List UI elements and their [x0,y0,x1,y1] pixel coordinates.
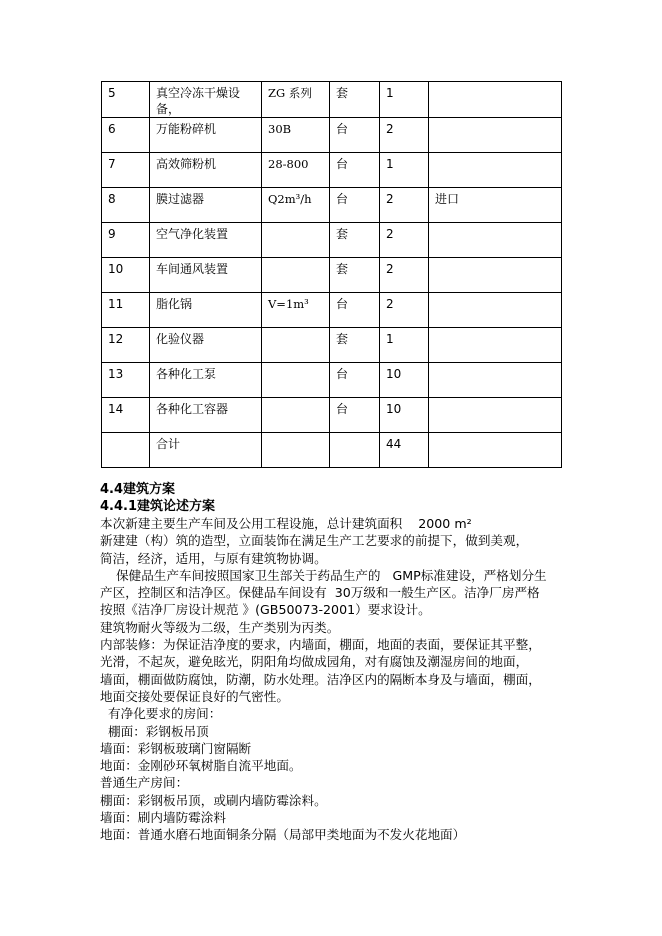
cell-spec [262,258,330,293]
cell-quantity: 1 [380,82,429,118]
table-row [102,153,562,188]
cell-spec [262,223,330,258]
table-row [102,188,562,223]
cell-unit: 台 [330,188,380,223]
paragraph-line: 普通生产房间： [100,775,189,791]
section-heading: 4.4建筑方案 [100,482,176,497]
cell-note [429,328,562,363]
cell-number: 13 [102,363,150,398]
cell-number [102,433,150,468]
cell-spec [262,433,330,468]
cell-unit: 套 [330,223,380,258]
cell-quantity: 2 [380,223,429,258]
paragraph-line: 墙面，棚面做防腐蚀，防潮，防水处理。洁净区内的隔断本身及与墙面，棚面， [100,671,541,687]
cell-note [429,398,562,433]
paragraph-line: 墙面：彩钢板玻璃门窗隔断 [100,740,252,756]
cell-quantity: 1 [380,328,429,363]
cell-quantity: 2 [380,258,429,293]
paragraph-line: 地面交接处要保证良好的气密性。 [100,688,289,704]
cell-spec: 30B [262,118,330,153]
cell-unit: 台 [330,118,380,153]
table-row [102,118,562,153]
cell-number: 11 [102,293,150,328]
paragraph-line: 棚面：彩钢板吊顶 [100,723,209,739]
cell-spec [262,398,330,433]
cell-quantity: 1 [380,153,429,188]
cell-note [429,293,562,328]
paragraph-line: 有净化要求的房间： [100,706,222,722]
table-row [102,293,562,328]
table-row [102,223,562,258]
cell-note [429,363,562,398]
cell-unit: 套 [330,328,380,363]
paragraph-line: 产区，控制区和洁净区。保健品车间设有 30万级和一般生产区。洁净厂房严格 [100,585,540,601]
cell-number: 7 [102,153,150,188]
cell-name: 膜过滤器 [150,188,262,223]
paragraph-line: 建筑物耐火等级为二级，生产类别为丙类。 [100,619,340,635]
cell-name: 车间通风装置 [150,258,262,293]
cell-unit: 套 [330,82,380,118]
equipment-table [101,81,562,468]
cell-note [429,118,562,153]
cell-quantity: 44 [380,433,429,468]
cell-note [429,258,562,293]
cell-note [429,433,562,468]
paragraph-line: 地面：普通水磨石地面铜条分隔（局部甲类地面为不发火花地面） [100,827,466,843]
cell-name: 合计 [150,433,262,468]
cell-quantity: 2 [380,118,429,153]
cell-note: 进口 [429,188,562,223]
cell-spec: 28-800 [262,153,330,188]
paragraph-line: 本次新建主要生产车间及公用工程设施，总计建筑面积 2000 m² [100,516,472,531]
cell-spec: Q2m³/h [262,188,330,223]
cell-number: 12 [102,328,150,363]
paragraph-line: 简洁，经济，适用，与原有建筑物协调。 [100,550,327,566]
cell-unit: 台 [330,398,380,433]
paragraph-line: 按照《洁净厂房设计规范 》(GB50073-2001）要求设计。 [100,602,431,618]
table-row [102,82,562,118]
cell-number: 5 [102,82,150,118]
cell-name: 高效筛粉机 [150,153,262,188]
cell-number: 6 [102,118,150,153]
table-row [102,328,562,363]
body-text [100,515,580,844]
subsection-heading: 4.4.1建筑论述方案 [100,499,216,514]
paragraph-line: 新建建（构）筑的造型，立面装饰在满足生产工艺要求的前提下，做到美观， [100,533,529,549]
paragraph-line: 保健品生产车间按照国家卫生部关于药品生产的 GMP标准建设，严格划分生 [100,567,547,583]
cell-quantity: 2 [380,293,429,328]
table-row [102,258,562,293]
cell-number: 10 [102,258,150,293]
cell-note [429,153,562,188]
paragraph-line: 内部装修：为保证洁净度的要求，内墙面，棚面，地面的表面，要保证其平整， [100,637,541,653]
cell-name: 空气净化装置 [150,223,262,258]
cell-name: 脂化锅 [150,293,262,328]
cell-note [429,82,562,118]
cell-name: 真空冷冻干燥设备， [150,82,262,118]
cell-unit: 套 [330,258,380,293]
paragraph-line: 棚面：彩钢板吊顶，或刷内墙防霉涂料。 [100,792,327,808]
cell-number: 8 [102,188,150,223]
cell-spec [262,328,330,363]
table-row [102,433,562,468]
paragraph-line: 光滑，不起灰，避免眩光，阴阳角均做成园角，对有腐蚀及潮湿房间的地面， [100,654,529,670]
cell-name: 万能粉碎机 [150,118,262,153]
cell-unit [330,433,380,468]
cell-name: 各种化工容器 [150,398,262,433]
cell-unit: 台 [330,153,380,188]
cell-unit: 台 [330,363,380,398]
cell-quantity: 10 [380,398,429,433]
cell-name: 各种化工泵 [150,363,262,398]
cell-quantity: 10 [380,363,429,398]
cell-spec [262,363,330,398]
paragraph-line: 地面：金刚砂环氧树脂自流平地面。 [100,758,302,774]
table-row [102,398,562,433]
cell-number: 9 [102,223,150,258]
cell-spec: ZG 系列 [262,82,330,118]
cell-number: 14 [102,398,150,433]
cell-quantity: 2 [380,188,429,223]
cell-unit: 台 [330,293,380,328]
cell-note [429,223,562,258]
table-row [102,363,562,398]
paragraph-line: 墙面：刷内墙防霉涂料 [100,810,226,826]
cell-spec: V=1m³ [262,293,330,328]
cell-name: 化验仪器 [150,328,262,363]
